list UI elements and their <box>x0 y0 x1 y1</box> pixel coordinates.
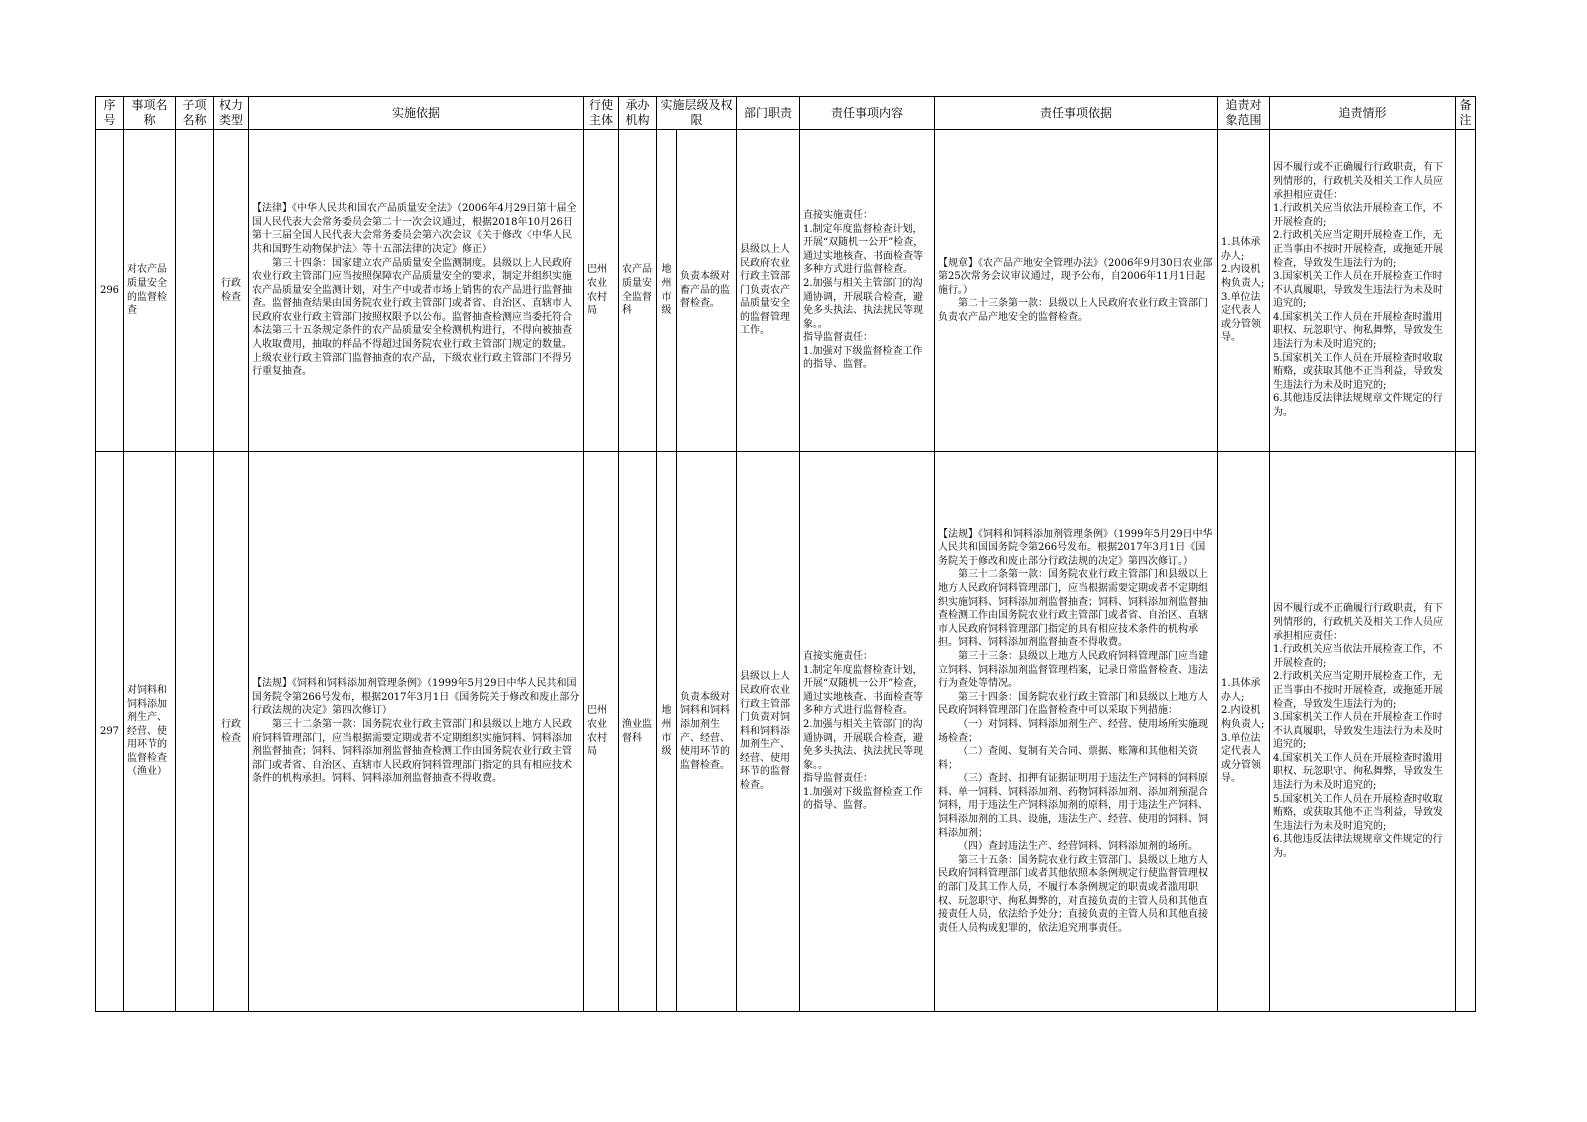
cell-scope: 负责本级对饲料和饲料添加剂生产、经营、使用环节的监督检查。 <box>677 452 737 1012</box>
cell-sub-item <box>176 452 214 1012</box>
cell-resp-content: 直接实施责任： 1.制定年度监督检查计划，开展“双随机一公开”检查，通过实地核查、书面检查等多种方式进行监督检查。 2.加强与相关主管部门的沟通协调，开展联合检查，避免多头执法、执法扰民等现象。。 指导监督责任： 1.加强对下级监督检查工作的指导、监督。 <box>800 130 935 452</box>
header-remark: 备注 <box>1456 97 1476 130</box>
cell-basis <box>249 452 584 1012</box>
resp-basis-article: 第二十三条第一款：县级以上人民政府农业行政主管部门负责农产品产地安全的监督检查。 <box>938 298 1209 323</box>
cell-resp-basis <box>935 130 1218 452</box>
cell-resp-content: 直接实施责任： 1.制定年度监督检查计划，开展“双随机一公开”检查，通过实地核查、书面检查等多种方式进行监督检查。 2.加强与相关主管部门的沟通协调，开展联合检查，避免多头执法、执法扰民等现象。。 指导监督责任： 1.加强对下级监督检查工作的指导、监督。 <box>800 452 935 1012</box>
cell-accountable: 1.具体承办人; 2.内设机构负责人; 3.单位法定代表人或分管领导。 <box>1218 130 1270 452</box>
header-item-name: 事项名称 <box>124 97 176 130</box>
cell-item-name: 对农产品质量安全的监督检查 <box>124 130 176 452</box>
resp-basis-measure: （二）查阅、复制有关合同、票据、账簿和其他相关资料； <box>938 746 1199 771</box>
cell-power-type: 行政检查 <box>214 130 249 452</box>
cell-agency: 渔业监督科 <box>619 452 657 1012</box>
resp-basis-title: 【法规】《饲料和饲料添加剂管理条例》（1999年5月29日中华人民共和国国务院令第266号发布。根据2017年3月1日《国务院关于修改和废止部分行政法规的决定》第四次修订。） <box>938 528 1213 567</box>
cell-resp-basis <box>935 452 1218 1012</box>
cell-subject: 巴州农业农村局 <box>584 452 619 1012</box>
cell-subject: 巴州农业农村局 <box>584 130 619 452</box>
header-duty: 部门职责 <box>737 97 800 130</box>
cell-level: 地州市级 <box>657 452 677 1012</box>
basis-law-title: 【法律】《中华人民共和国农产品质量安全法》（2006年4月29日第十届全国人民代表大会常务委员会第二十一次会议通过，根据2018年10月26日第十三届全国人民代表大会常务委员会第六次会议《关于修改〈中华人民共和国野生动物保护法〉等十五部法律的决定》修正） <box>252 203 577 255</box>
cell-basis <box>249 130 584 452</box>
cell-accountable: 1.具体承办人; 2.内设机构负责人; 3.单位法定代表人或分管领导。 <box>1218 452 1270 1012</box>
basis-law-title: 【法规】《饲料和饲料添加剂管理条例》（1999年5月29日中华人民共和国国务院令第266号发布，根据2017年3月1日《国务院关于修改和废止部分行政法规的决定》第四次修订） <box>252 678 580 717</box>
header-seq: 序号 <box>96 97 124 130</box>
resp-basis-title: 【规章】《农产品产地安全管理办法》（2006年9月30日农业部第25次常务会议审议通过，现予公布，自2006年11月1日起施行。） <box>938 257 1213 296</box>
resp-basis-measure: （一）对饲料、饲料添加剂生产、经营、使用场所实施现场检查； <box>938 718 1209 744</box>
cell-accountability: 因不履行或不正确履行行政职责，有下列情形的，行政机关及相关工作人员应承担相应责任： 1.行政机关应当依法开展检查工作，不开展检查的; 2.行政机关应当定期开展检查工作，无正当事由不按时开展检查，或拖延开展检查，导致发生违法行为的; 3.国家机关工作人员在开展检查工作时不认真履职，导致发生违法行为未及时追究的; 4.国家机关工作人员在开展检查时滥用职权、玩忽职守、徇私舞弊，导致发生违法行为未及时追究的; 5.国家机关工作人员在开展检查时收取贿赂，或获取其他不正当利益，导致发生违法行为未及时追究的; 6.其他违反法律法规规章文件规定的行为。 <box>1270 130 1456 452</box>
header-power-type: 权力类型 <box>214 97 249 130</box>
cell-seq: 296 <box>96 130 124 452</box>
header-basis: 实施依据 <box>249 97 584 130</box>
resp-basis-article: 第三十四条：国务院农业行政主管部门和县级以上地方人民政府饲料管理部门在监督检查中可以采取下列措施： <box>938 691 1209 717</box>
header-resp-basis: 责任事项依据 <box>935 97 1218 130</box>
cell-remark <box>1456 130 1476 452</box>
resp-basis-article: 第三十二条第一款：国务院农业行政主管部门和县级以上地方人民政府饲料管理部门，应当根据需要定期或者不定期组织实施饲料、饲料添加剂监督抽查；饲料、饲料添加剂监督抽查检测工作由国务院农业行政主管部门或者省、自治区、直辖市人民政府饲料管理部门指定的具有相应技术条件的机构承担。饲料、饲料添加剂监督抽查不得收费。 <box>938 569 1209 649</box>
header-level: 实施层级及权限 <box>657 97 737 130</box>
cell-power-type: 行政检查 <box>214 452 249 1012</box>
cell-agency: 农产品质量安全监督科 <box>619 130 657 452</box>
cell-remark <box>1456 452 1476 1012</box>
resp-basis-article: 第三十三条：县级以上地方人民政府饲料管理部门应当建立饲料、饲料添加剂监督管理档案，记录日常监督检查、违法行为查处等情况。 <box>938 650 1209 690</box>
table-row <box>96 452 1476 1012</box>
cell-item-name: 对饲料和饲料添加剂生产、经营、使用环节的监督检查（渔业） <box>124 452 176 1012</box>
header-resp-content: 责任事项内容 <box>800 97 935 130</box>
resp-basis-measure: （四）查封违法生产、经营饲料、饲料添加剂的场所。 <box>958 841 1199 853</box>
cell-duty: 县级以上人民政府农业行政主管部门负责对饲料和饲料添加剂生产、经营、使用环节的监督检查。 <box>737 452 800 1012</box>
cell-scope: 负责本级对畜产品的监督检查。 <box>677 130 737 452</box>
resp-basis-article: 第三十五条：国务院农业行政主管部门、县级以上地方人民政府饲料管理部门或者其他依照本条例规定行使监督管理权的部门及其工作人员，不履行本条例规定的职责或者滥用职权、玩忽职守、徇私舞弊的，对直接负责的主管人员和其他直接责任人员，依法给予处分；直接负责的主管人员和其他直接责任人员构成犯罪的，依法追究刑事责任。 <box>938 854 1209 934</box>
header-agency: 承办机构 <box>619 97 657 130</box>
cell-seq: 297 <box>96 452 124 1012</box>
table-header-row <box>96 97 1476 130</box>
cell-level: 地州市级 <box>657 130 677 452</box>
header-sub-item: 子项名称 <box>176 97 214 130</box>
basis-article: 第三十二条第一款：国务院农业行政主管部门和县级以上地方人民政府饲料管理部门，应当根据需要定期或者不定期组织实施饲料、饲料添加剂监督抽查；饲料、饲料添加剂监督抽查检测工作由国务院农业行政主管部门或者省、自治区、直辖市人民政府饲料管理部门指定的具有相应技术条件的机构承担。饲料、饲料添加剂监督抽查不得收费。 <box>252 718 572 785</box>
basis-article: 第三十四条：国家建立农产品质量安全监测制度。县级以上人民政府农业行政主管部门应当按照保障农产品质量安全的要求，制定并组织实施农产品质量安全监测计划，对生产中或者市场上销售的农产品进行监督抽查。监督抽查结果由国务院农业行政主管部门或者省、自治区、直辖市人民政府农业行政主管部门按照权限予以公布。监督抽查检测应当委托符合本法第三十五条规定条件的农产品质量安全检测机构进行，不得向被抽查人收取费用，抽取的样品不得超过国务院农业行政主管部门规定的数量。上级农业行政主管部门监督抽查的农产品，下级农业行政主管部门不得另行重复抽查。 <box>252 257 572 378</box>
header-accountability: 追责情形 <box>1270 97 1456 130</box>
cell-sub-item <box>176 130 214 452</box>
power-list-table <box>95 96 1476 1012</box>
cell-duty: 县级以上人民政府农业行政主管部门负责农产品质量安全的监督管理工作。 <box>737 130 800 452</box>
resp-basis-measure: （三）查封、扣押有证据证明用于违法生产饲料的饲料原料、单一饲料、饲料添加剂、药物饲料添加剂、添加剂预混合饲料，用于违法生产饲料添加剂的原料，用于违法生产饲料、饲料添加剂的工具、设施，违法生产、经营、使用的饲料、饲料添加剂； <box>938 773 1209 839</box>
header-accountable: 追责对象范围 <box>1218 97 1270 130</box>
cell-accountability: 因不履行或不正确履行行政职责，有下列情形的，行政机关及相关工作人员应承担相应责任： 1.行政机关应当依法开展检查工作，不开展检查的; 2.行政机关应当定期开展检查工作，无正当事由不按时开展检查，或拖延开展检查，导致发生违法行为的; 3.国家机关工作人员在开展检查工作时不认真履职，导致发生违法行为未及时追究的; 4.国家机关工作人员在开展检查时滥用职权、玩忽职守、徇私舞弊，导致发生违法行为未及时追究的; 5.国家机关工作人员在开展检查时收取贿赂，或获取其他不正当利益，导致发生违法行为未及时追究的; 6.其他违反法律法规规章文件规定的行为。 <box>1270 452 1456 1012</box>
header-subject: 行使主体 <box>584 97 619 130</box>
table-row <box>96 130 1476 452</box>
